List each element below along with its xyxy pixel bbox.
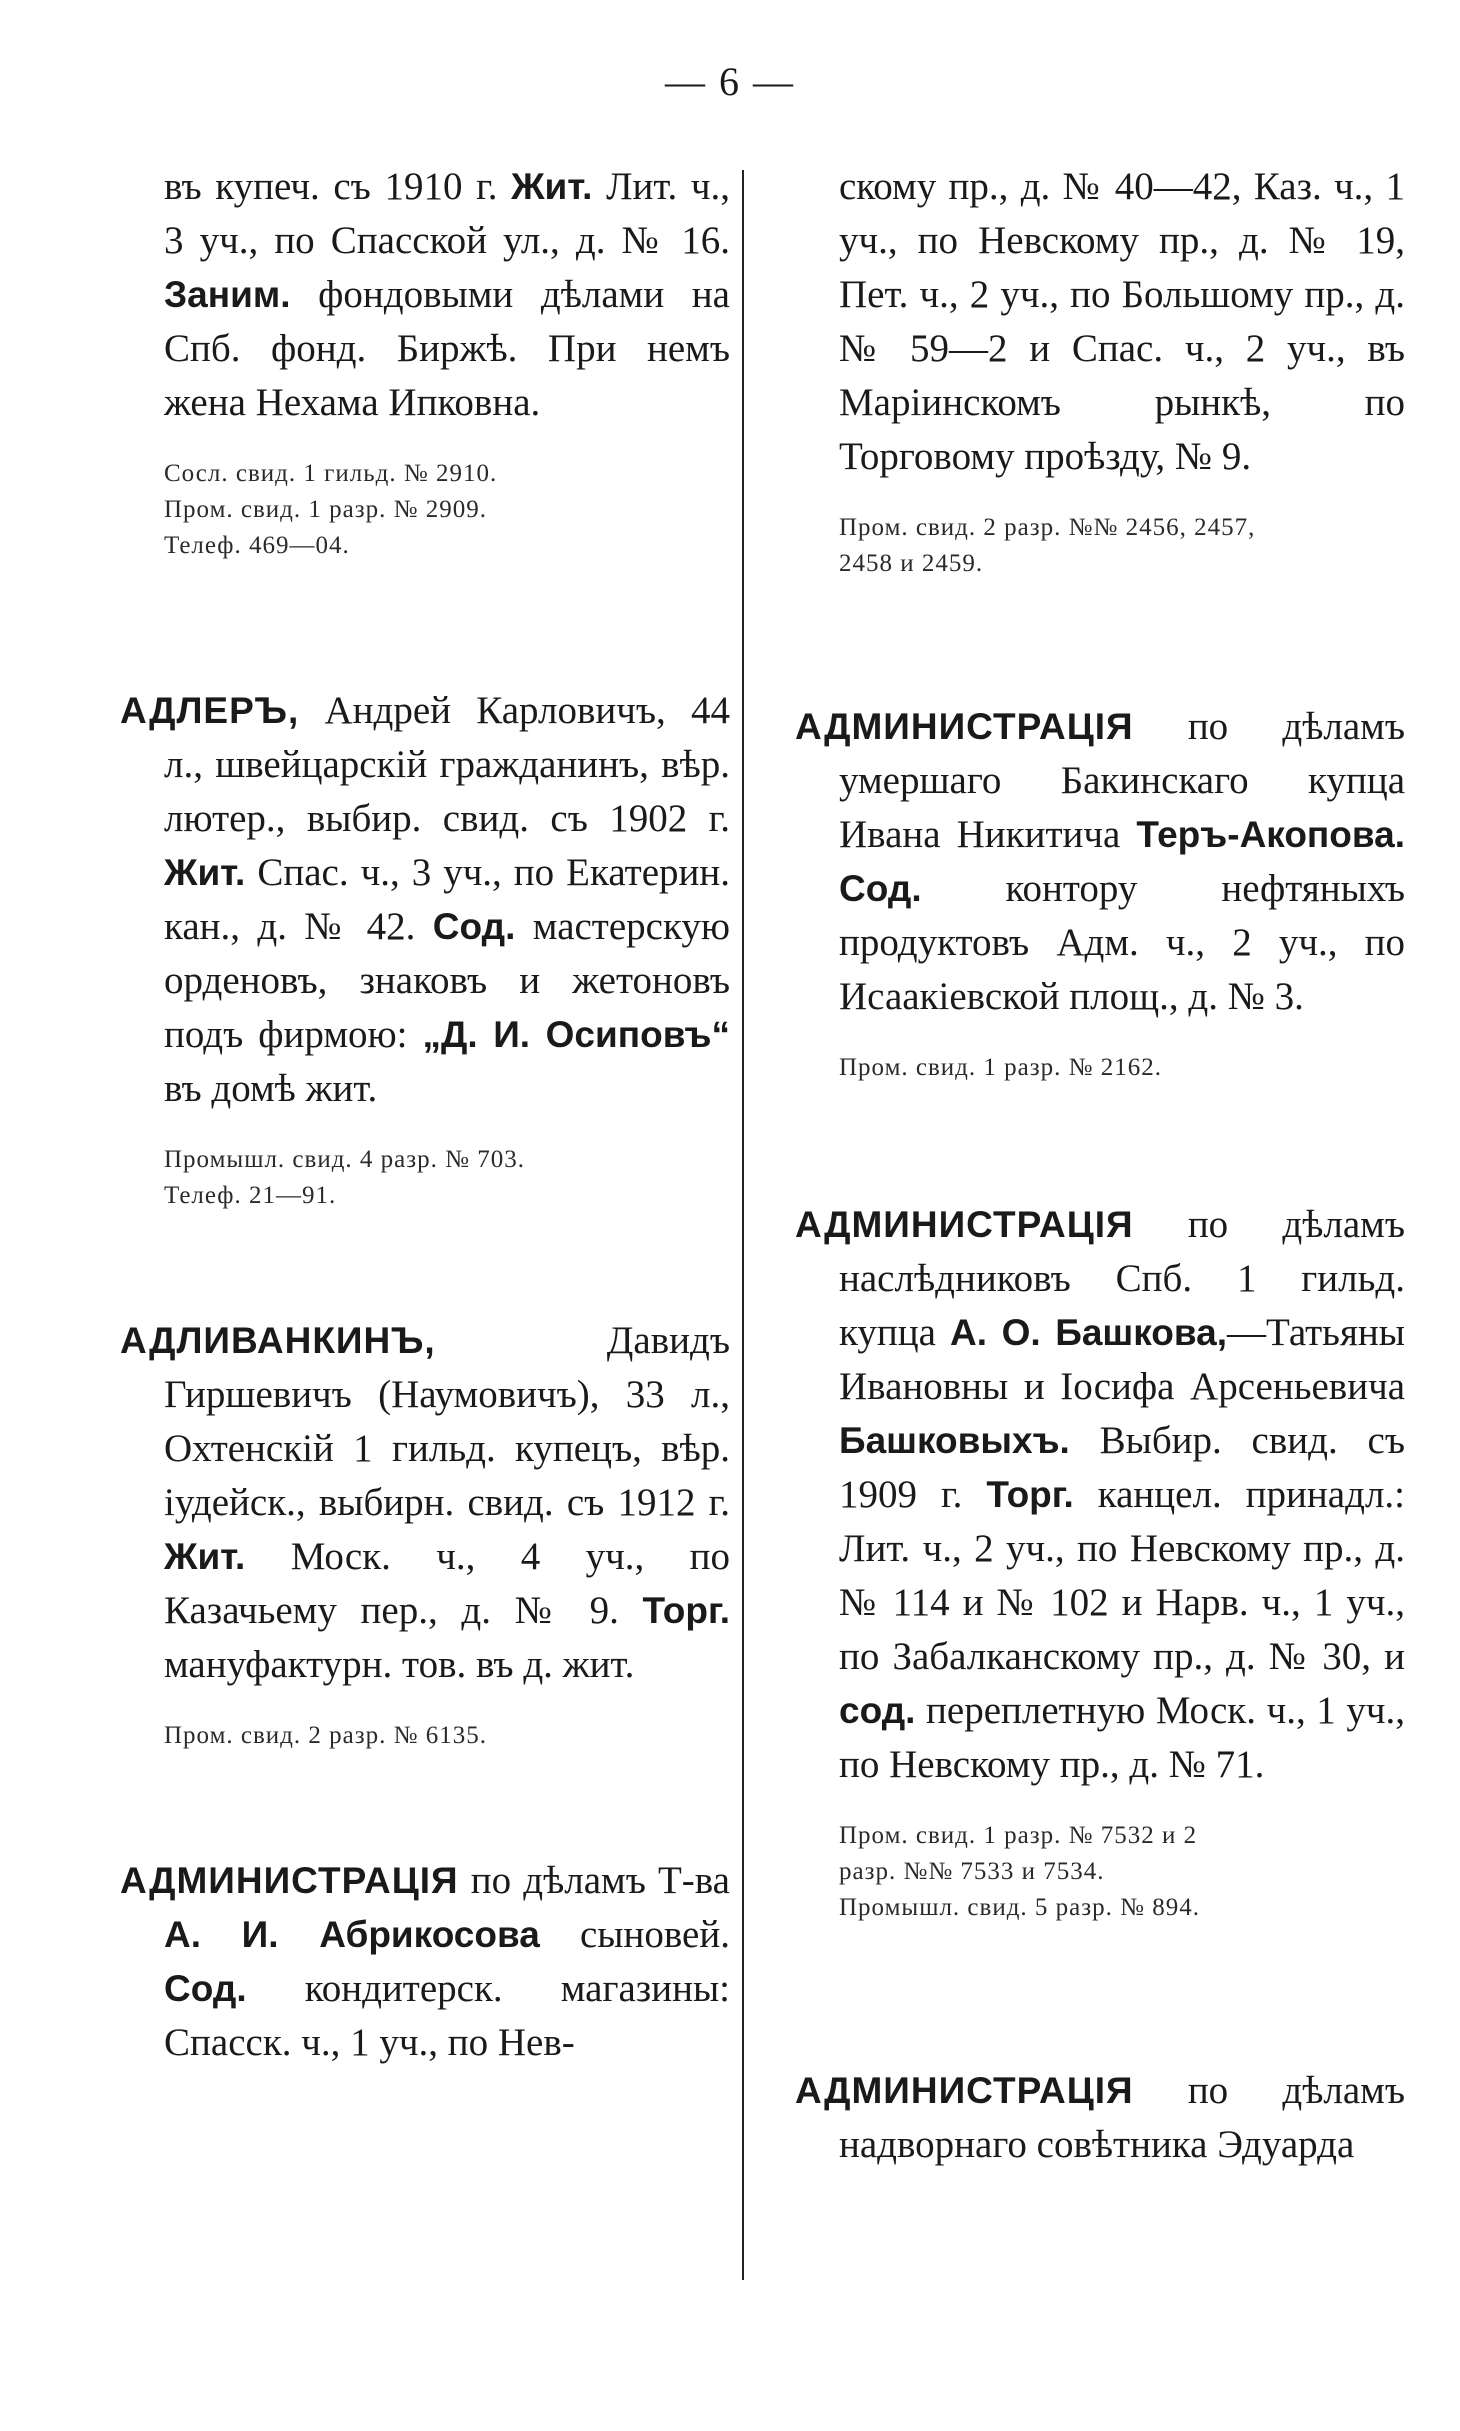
entry-heading: АДЛИВАНКИНЪ, [120, 1320, 436, 1361]
entry-notes [120, 1718, 730, 1754]
entry-heading: АДМИНИСТРАЦІЯ [120, 1860, 459, 1901]
entry-text: въ купеч. съ 1910 г. Жит. Лит. ч., 3 уч., по Спасской ул., д. № 16. Заним. фондовыми дѣлами на Спб. фонд. Биржѣ. При немъ жена Нехама Ипковна. [164, 165, 731, 424]
note-line: Пром. свид. 1 разр. № 2162. [839, 1054, 1162, 1081]
note-line: 2458 и 2459. [839, 550, 984, 577]
entry-text: АДЛЕРЪ, Андрей Карловичъ, 44 л., швейцарскій гражданинъ, вѣр. лютер., выбир. свид. съ 1902 г. Жит. Спас. ч., 3 уч., по Екатерин. кан., д. № 42. Сод. мастерскую орденовъ, знаковъ и жетоновъ подъ фирмою: „Д. И. Осиповъ“ въ домѣ жит. [120, 689, 731, 1110]
page-number: — 6 — [665, 59, 795, 104]
note-line: Телеф. 469—04. [164, 532, 350, 559]
entry-notes [120, 1142, 730, 1214]
note-line: Сосл. свид. 1 гильд. № 2910. [164, 460, 498, 487]
right-column [795, 160, 1405, 2172]
entry-text: скому пр., д. № 40—42, Каз. ч., 1 уч., по Невскому пр., д. № 19, Пет. ч., 2 уч., по Большому пр., д. № 59—2 и Спас. ч., 2 уч., въ Маріинскомъ рынкѣ, по Торговому проѣзду, № 9. [839, 165, 1405, 478]
entry-notes [795, 1818, 1405, 1926]
note-line: Промышл. свид. 5 разр. № 894. [839, 1894, 1200, 1921]
note-line: Пром. свид. 1 разр. № 2909. [164, 496, 487, 523]
column-divider [742, 170, 744, 2280]
entry-notes [120, 456, 730, 564]
entry-administration-abrikosov [120, 1854, 730, 2070]
note-line: Телеф. 21—91. [164, 1182, 337, 1209]
entry-text: АДЛИВАНКИНЪ, Давидъ Гиршевичъ (Наумовичъ), 33 л., Охтенскій 1 гильд. купецъ, вѣр. іудейск., выбирн. свид. съ 1912 г. Жит. Моск. ч., 4 уч., по Казачьему пер., д. № 9. Торг. мануфактурн. тов. въ д. жит. [120, 1319, 730, 1686]
entry-heading: АДМИНИСТРАЦІЯ [795, 1204, 1134, 1245]
entry-heading: АДМИНИСТРАЦІЯ [795, 706, 1134, 747]
entry-administration-eduard [795, 2064, 1405, 2172]
entry-administration-ter-akopov [795, 700, 1405, 1086]
entry-text: АДМИНИСТРАЦІЯ по дѣламъ умершаго Бакинскаго купца Ивана Никитича Теръ-Акопова. Сод. контору нефтяныхъ продуктовъ Адм. ч., 2 уч., по Исаакіевской площ., д. № 3. [795, 705, 1405, 1018]
entry-notes [795, 1050, 1405, 1086]
note-line: Пром. свид. 1 разр. № 7532 и 2 [839, 1822, 1198, 1849]
entry-heading: АДМИНИСТРАЦІЯ [795, 2070, 1134, 2111]
entry-text: АДМИНИСТРАЦІЯ по дѣламъ наслѣдниковъ Спб. 1 гильд. купца А. О. Башкова,—Татьяны Ивановны и Іосифа Арсеньевича Башковыхъ. Выбир. свид. съ 1909 г. Торг. канцел. принадл.: Лит. ч., 2 уч., по Невскому пр., д. № 114 и № 102 и Нарв. ч., 1 уч., по Забалканскому пр., д. № 30, и сод. переплетную Моск. ч., 1 уч., по Невскому пр., д. № 71. [795, 1203, 1405, 1786]
note-line: Пром. свид. 2 разр. № 6135. [164, 1722, 487, 1749]
note-line: Промышл. свид. 4 разр. № 703. [164, 1146, 525, 1173]
entry-heading: АДЛЕРЪ, [120, 690, 300, 731]
entry-continuation [120, 160, 730, 564]
entry-text: АДМИНИСТРАЦІЯ по дѣламъ Т-ва А. И. Абрикосова сыновей. Сод. кондитерск. магазины: Спасск. ч., 1 уч., по Нев- [120, 1859, 730, 2064]
left-column [120, 160, 730, 2070]
entry-adlivankin [120, 1314, 730, 1754]
entry-text: АДМИНИСТРАЦІЯ по дѣламъ надворнаго совѣтника Эдуарда [795, 2069, 1405, 2166]
entry-adler [120, 684, 730, 1214]
note-line: разр. №№ 7533 и 7534. [839, 1858, 1105, 1885]
entry-continuation [795, 160, 1405, 582]
entry-administration-bashkov [795, 1198, 1405, 1926]
entry-notes [795, 510, 1405, 582]
note-line: Пром. свид. 2 разр. №№ 2456, 2457, [839, 514, 1256, 541]
